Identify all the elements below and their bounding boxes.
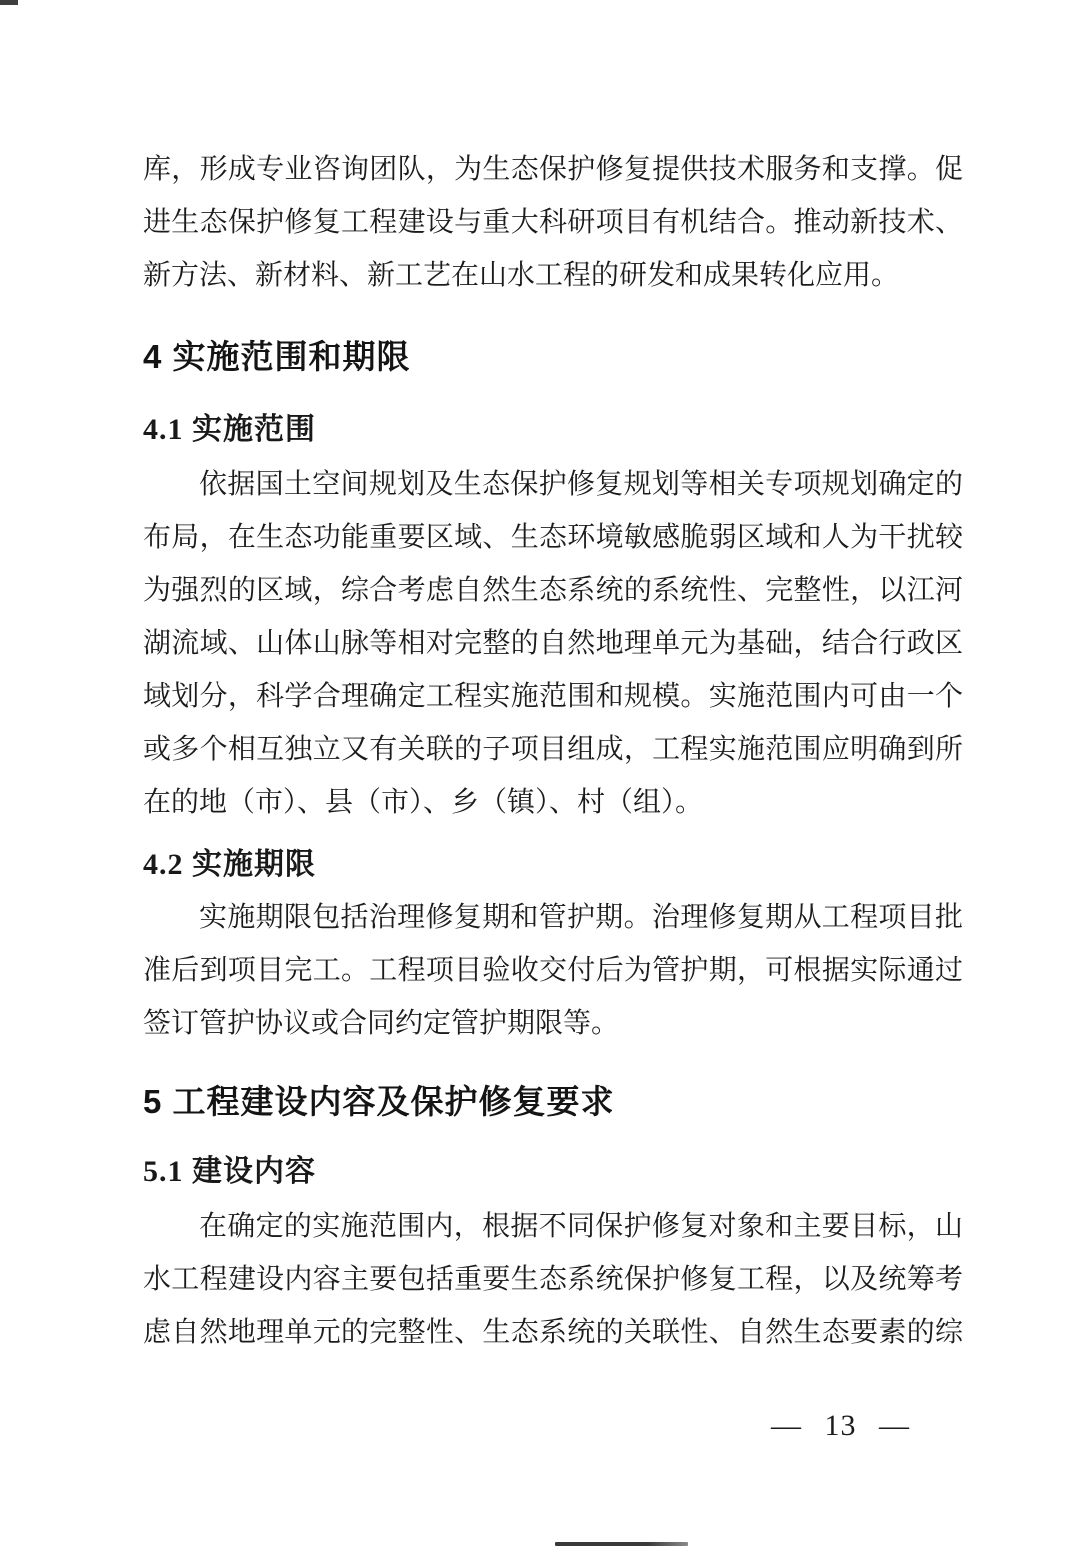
text-line: 在的地（市）、县（市）、乡（镇）、村（组）。 [143, 787, 704, 818]
text-line: 水工程建设内容主要包括重要生态系统保护修复工程，以及统筹考 [143, 1264, 963, 1295]
section-heading-5: 5 工程建设内容及保护修复要求 [143, 1083, 615, 1120]
subsection-heading-5-1: 5.1 建设内容 [143, 1155, 316, 1188]
text-line: 准后到项目完工。工程项目验收交付后为管护期，可根据实际通过 [143, 955, 963, 986]
page-number: — 13 — [771, 1409, 910, 1442]
section-heading-4: 4 实施范围和期限 [143, 338, 411, 375]
text-line: 域划分，科学合理确定工程实施范围和规模。实施范围内可由一个 [143, 681, 963, 712]
page-content [143, 143, 963, 1359]
subsection-heading-4-2: 4.2 实施期限 [143, 848, 316, 881]
text-line: 湖流域、山体山脉等相对完整的自然地理单元为基础，结合行政区 [143, 628, 963, 659]
text-line: 进生态保护修复工程建设与重大科研项目有机结合。推动新技术、 [143, 207, 963, 238]
text-line: 实施期限包括治理修复期和管护期。治理修复期从工程项目批 [199, 902, 963, 933]
text-line: 或多个相互独立又有关联的子项目组成，工程实施范围应明确到所 [143, 734, 963, 765]
text-line: 新方法、新材料、新工艺在山水工程的研发和成果转化应用。 [143, 260, 900, 291]
bottom-bar-artifact [555, 1542, 688, 1546]
text-line: 虑自然地理单元的完整性、生态系统的关联性、自然生态要素的综 [143, 1317, 963, 1348]
subsection-heading-4-1: 4.1 实施范围 [143, 413, 316, 446]
text-line: 在确定的实施范围内，根据不同保护修复对象和主要目标，山 [199, 1211, 963, 1242]
text-line: 为强烈的区域，综合考虑自然生态系统的系统性、完整性，以江河 [143, 575, 963, 606]
text-line: 库，形成专业咨询团队，为生态保护修复提供技术服务和支撑。促 [143, 154, 963, 185]
text-line: 签订管护协议或合同约定管护期限等。 [143, 1008, 620, 1039]
text-line: 布局，在生态功能重要区域、生态环境敏感脆弱区域和人为干扰较 [143, 522, 963, 553]
scan-artifact-top-left [0, 0, 18, 5]
text-line: 依据国土空间规划及生态保护修复规划等相关专项规划确定的 [199, 469, 963, 500]
